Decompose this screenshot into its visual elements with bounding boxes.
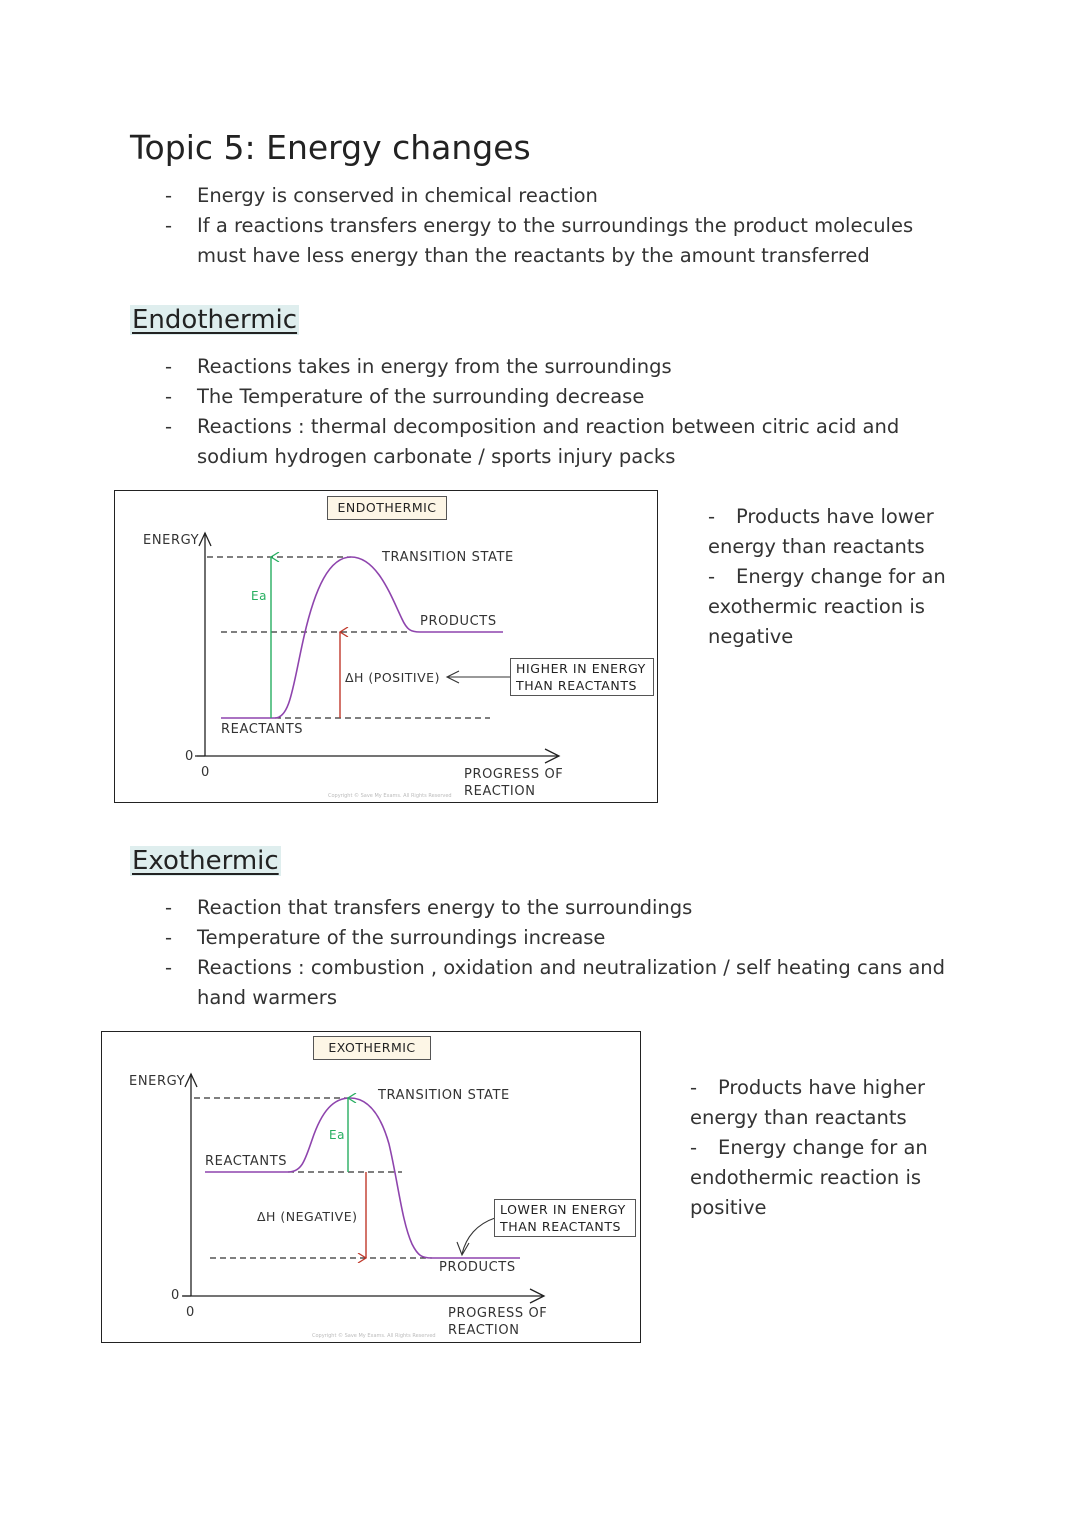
callout-line: THAN REACTANTS <box>516 678 638 693</box>
higher-energy-callout <box>510 658 654 696</box>
note-item: - Energy change for an exothermic reaction is negative <box>708 565 946 648</box>
endothermic-notes <box>674 502 974 652</box>
origin-x-label: 0 <box>186 1305 195 1320</box>
x-axis-label <box>464 766 563 800</box>
x-axis-label-line: REACTION <box>464 784 536 799</box>
origin-x-label: 0 <box>201 765 210 780</box>
list-item: - Reactions takes in energy from the surroundings <box>165 352 905 382</box>
reactants-label: REACTANTS <box>221 722 304 737</box>
origin-y-label: 0 <box>185 749 194 764</box>
reaction-curve <box>288 1098 520 1258</box>
ea-label: Ea <box>251 589 268 603</box>
list-item: - Energy is conserved in chemical reaction <box>165 181 965 211</box>
endothermic-list <box>165 352 905 472</box>
transition-state-label: TRANSITION STATE <box>382 550 514 565</box>
callout-line: LOWER IN ENERGY <box>500 1202 626 1217</box>
x-axis-label-line: REACTION <box>448 1323 520 1338</box>
delta-h-label: ΔH (NEGATIVE) <box>257 1209 358 1224</box>
x-axis-label-line: PROGRESS OF <box>448 1306 548 1321</box>
lower-energy-callout <box>494 1199 636 1237</box>
exothermic-heading: Exothermic <box>132 846 279 876</box>
endothermic-diagram <box>114 490 658 803</box>
delta-h-label: ΔH (POSITIVE) <box>345 670 440 685</box>
list-item: - Reactions : combustion , oxidation and neutralization / self heating cans and hand warmers <box>165 953 955 1013</box>
reactants-label: REACTANTS <box>205 1154 288 1169</box>
y-axis-label: ENERGY <box>129 1074 186 1089</box>
origin-y-label: 0 <box>171 1288 180 1303</box>
intro-list <box>165 181 965 271</box>
x-axis-label <box>448 1305 547 1339</box>
exothermic-tag: EXOTHERMIC <box>313 1036 431 1060</box>
x-axis-label-line: PROGRESS OF <box>464 767 564 782</box>
products-label: PRODUCTS <box>420 614 497 629</box>
ea-label: Ea <box>329 1128 346 1142</box>
note-text: Products have lower energy than reactants <box>708 505 934 558</box>
list-item: - Reaction that transfers energy to the surroundings <box>165 893 955 923</box>
note-text: Energy change for an endothermic reaction is positive <box>690 1136 928 1219</box>
y-axis-label: ENERGY <box>143 533 200 548</box>
copyright-text: Copyright © Save My Exams. All Rights Reserved <box>312 1333 436 1339</box>
note-text: Energy change for an exothermic reaction is negative <box>708 565 946 648</box>
note-item: - Products have lower energy than reactants <box>708 505 934 558</box>
note-text: Products have higher energy than reactants <box>690 1076 925 1129</box>
callout-pointer <box>462 1218 495 1254</box>
list-item: - Temperature of the surroundings increase <box>165 923 955 953</box>
exothermic-list <box>165 893 955 1013</box>
copyright-text: Copyright © Save My Exams. All Rights Reserved <box>328 793 452 799</box>
exothermic-notes <box>656 1073 956 1223</box>
callout-line: HIGHER IN ENERGY <box>516 661 646 676</box>
note-item: - Products have higher energy than reactants <box>690 1076 925 1129</box>
list-item: - The Temperature of the surrounding decrease <box>165 382 905 412</box>
endothermic-tag: ENDOTHERMIC <box>327 496 447 520</box>
list-item: - If a reactions transfers energy to the surroundings the product molecules must have less energy than the reactants by the amount transferred <box>165 211 965 271</box>
note-item: - Energy change for an endothermic reaction is positive <box>690 1136 928 1219</box>
exothermic-diagram <box>101 1031 641 1343</box>
reaction-curve <box>275 557 503 718</box>
list-item: - Reactions : thermal decomposition and reaction between citric acid and sodium hydrogen carbonate / sports injury packs <box>165 412 905 472</box>
callout-line: THAN REACTANTS <box>500 1219 622 1234</box>
transition-state-label: TRANSITION STATE <box>378 1088 510 1103</box>
endothermic-heading: Endothermic <box>132 305 298 335</box>
page-title: Topic 5: Energy changes <box>130 128 531 167</box>
products-label: PRODUCTS <box>439 1260 516 1275</box>
